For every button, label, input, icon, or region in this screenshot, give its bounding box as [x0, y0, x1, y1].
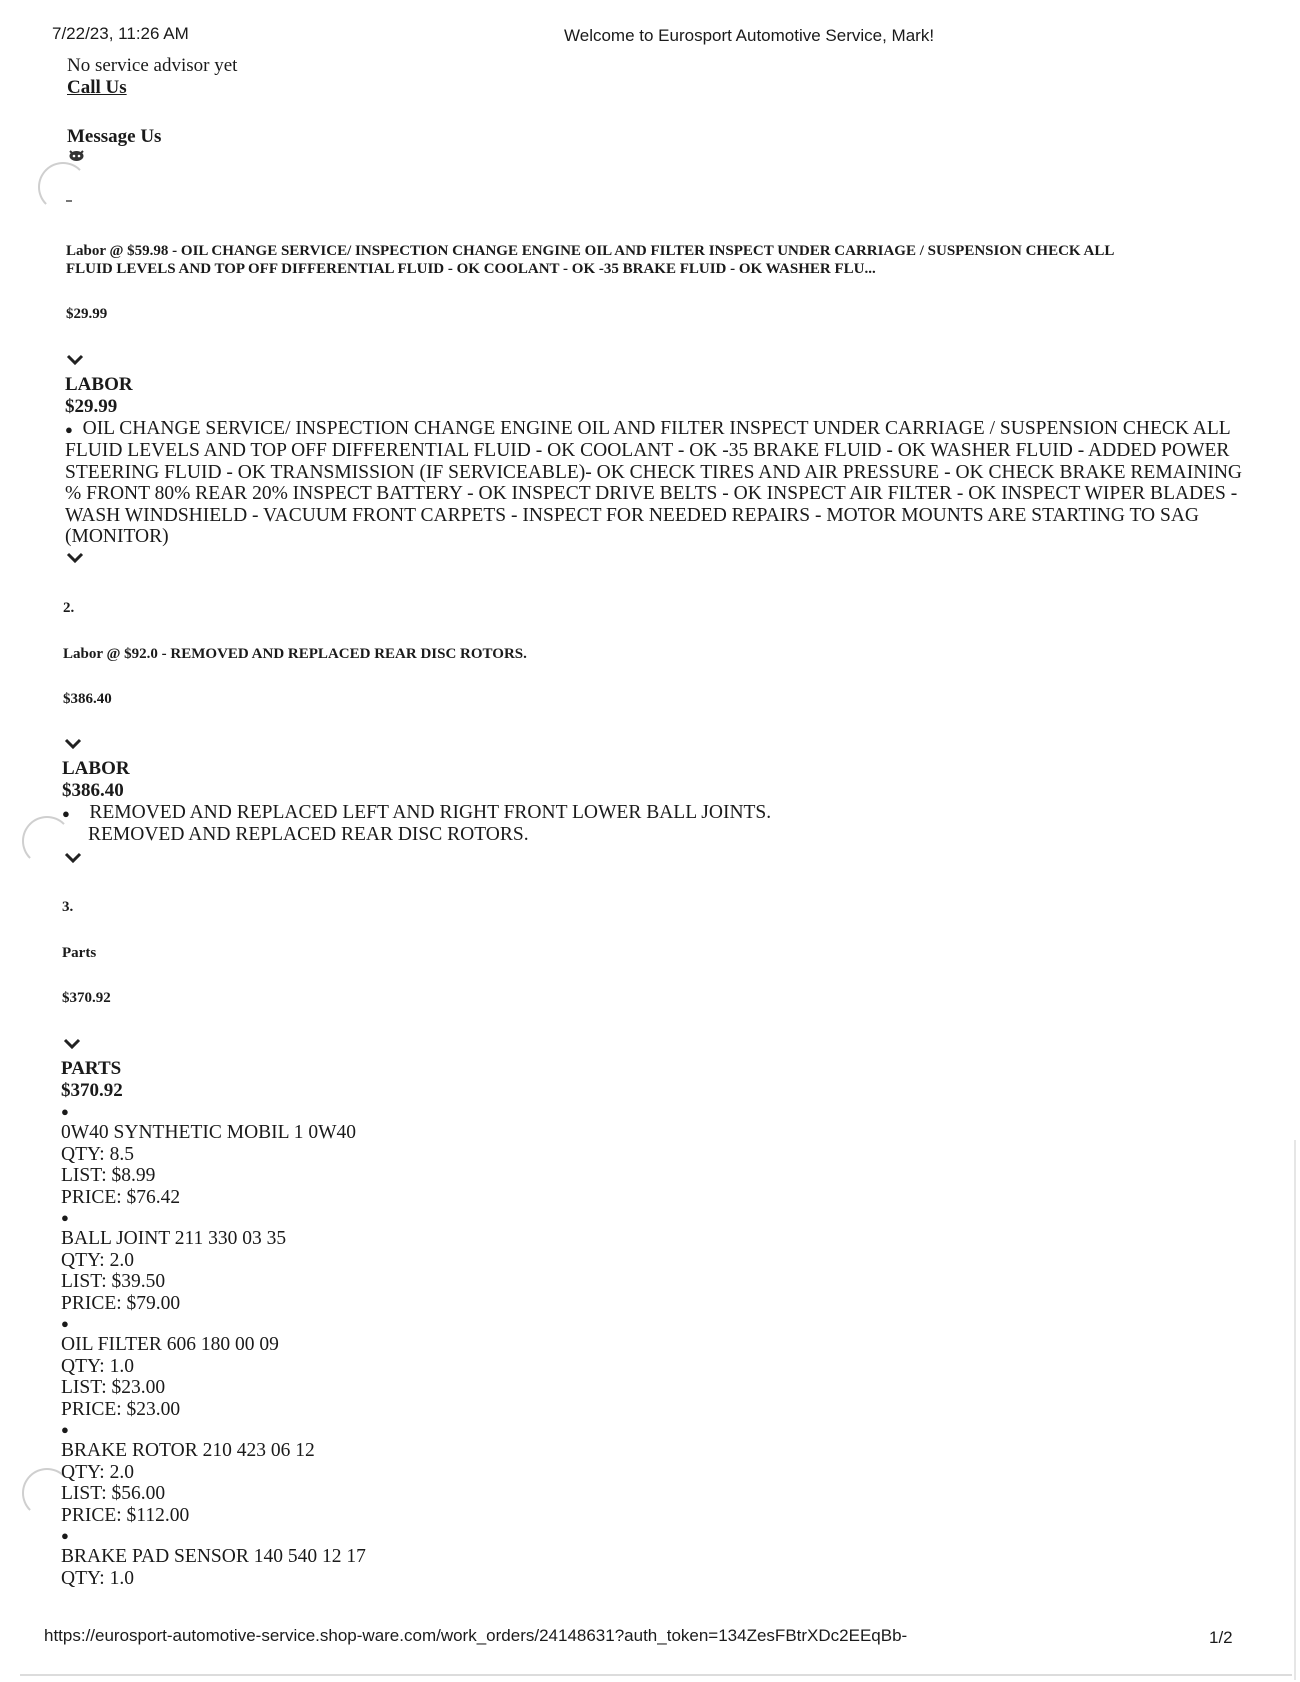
part-entry	[61, 1526, 661, 1589]
detail-line: (MONITOR)	[65, 526, 169, 547]
hole-punch-mark	[38, 162, 88, 212]
broken-image-icon	[68, 148, 85, 162]
part-name: BALL JOINT 211 330 03 35	[61, 1228, 287, 1249]
detail-price: $370.92	[61, 1080, 123, 1101]
scan-edge	[1294, 1140, 1296, 1680]
summary-line: Labor @ $59.98 - OIL CHANGE SERVICE/ INSPECTION CHANGE ENGINE OIL AND FILTER INSPECT UNDER CARRIAGE / SUSPENSION CHECK ALL	[66, 243, 1115, 259]
part-qty: QTY: 1.0	[61, 1567, 134, 1589]
detail-price: $386.40	[62, 780, 124, 801]
detail-label: LABOR	[65, 374, 133, 395]
welcome-message: Welcome to Eurosport Automotive Service, Mark!	[564, 26, 935, 45]
chevron-down-icon[interactable]	[66, 354, 84, 368]
print-timestamp: 7/22/23, 11:26 AM	[52, 24, 189, 43]
part-entry	[61, 1208, 661, 1314]
bullet-dot: ●	[61, 1316, 69, 1331]
part-price: PRICE: $112.00	[61, 1504, 190, 1526]
scan-edge	[20, 1674, 1292, 1676]
detail-line: WASH WINDSHIELD - VACUUM FRONT CARPETS - INSPECT FOR NEEDED REPAIRS - MOTOR MOUNTS ARE STARTING TO SAG	[65, 504, 1200, 526]
bullet-dot: ●	[62, 806, 70, 821]
chevron-down-icon[interactable]	[64, 738, 82, 752]
part-price: PRICE: $76.42	[61, 1186, 181, 1208]
line-item-price: $386.40	[63, 691, 112, 707]
part-name: OIL FILTER 606 180 00 09	[61, 1334, 279, 1355]
part-qty: QTY: 2.0	[61, 1249, 134, 1271]
advisor-status: No service advisor yet	[67, 55, 238, 76]
detail-line: REMOVED AND REPLACED REAR DISC ROTORS.	[88, 824, 529, 845]
part-list-price: LIST: $39.50	[61, 1271, 166, 1292]
line-item-number: 2.	[63, 600, 75, 616]
message-us-link[interactable]: Message Us	[67, 126, 162, 147]
part-entry	[61, 1314, 661, 1420]
bullet-dot: ●	[61, 1422, 69, 1437]
line-item-price: $370.92	[62, 990, 111, 1006]
summary-line: FLUID LEVELS AND TOP OFF DIFFERENTIAL FLUID - OK COOLANT - OK -35 BRAKE FLUID - OK WASHER FLU...	[66, 261, 876, 277]
part-qty: QTY: 8.5	[61, 1143, 134, 1165]
chevron-down-icon[interactable]	[66, 552, 84, 566]
bullet-dot: ●	[61, 1104, 69, 1119]
detail-label: LABOR	[62, 758, 130, 779]
detail-price: $29.99	[65, 396, 118, 417]
part-price: PRICE: $79.00	[61, 1292, 181, 1314]
detail-description	[65, 418, 1255, 548]
line-item-summary[interactable]	[66, 242, 1246, 278]
detail-line: % FRONT 80% REAR 20% INSPECT BATTERY - OK INSPECT DRIVE BELTS - OK INSPECT AIR FILTER - OK INSPECT WIPER BLADES -	[65, 483, 1238, 504]
part-qty: QTY: 1.0	[61, 1355, 134, 1377]
bullet-dot: ●	[61, 1528, 69, 1543]
part-qty: QTY: 2.0	[61, 1461, 134, 1483]
call-us-link[interactable]: Call Us	[67, 77, 127, 98]
line-item-summary[interactable]: Labor @ $92.0 - REMOVED AND REPLACED REAR DISC ROTORS.	[63, 646, 527, 662]
part-price: PRICE: $23.00	[61, 1398, 181, 1420]
detail-line: REMOVED AND REPLACED LEFT AND RIGHT FRONT LOWER BALL JOINTS.	[89, 802, 772, 823]
part-list-price: LIST: $8.99	[61, 1165, 156, 1186]
detail-line: STEERING FLUID - OK TRANSMISSION (IF SERVICEABLE)- OK CHECK TIRES AND AIR PRESSURE - OK CHECK BRAKE REMAINING	[65, 461, 1242, 483]
parts-list	[61, 1102, 661, 1589]
part-list-price: LIST: $56.00	[61, 1483, 166, 1504]
line-item-price: $29.99	[66, 306, 108, 322]
line-item-summary[interactable]: Parts	[62, 945, 97, 961]
part-name: BRAKE PAD SENSOR 140 540 12 17	[61, 1546, 366, 1567]
part-name: BRAKE ROTOR 210 423 06 12	[61, 1440, 315, 1461]
part-entry	[61, 1420, 661, 1526]
line-item-number: 3.	[62, 899, 74, 915]
part-list-price: LIST: $23.00	[61, 1377, 166, 1398]
bullet-dot: ●	[65, 422, 73, 437]
page-url: https://eurosport-automotive-service.shop-ware.com/work_orders/24148631?auth_token=134ZesFBtrXDc2EEqBb-	[44, 1626, 908, 1645]
part-name: 0W40 SYNTHETIC MOBIL 1 0W40	[61, 1122, 356, 1143]
line-item-number-partial	[66, 200, 72, 202]
chevron-down-icon[interactable]	[64, 852, 82, 866]
detail-line: OIL CHANGE SERVICE/ INSPECTION CHANGE ENGINE OIL AND FILTER INSPECT UNDER CARRIAGE / SUSPENSION CHECK ALL	[82, 418, 1231, 439]
chevron-down-icon[interactable]	[63, 1038, 81, 1052]
part-entry	[61, 1102, 661, 1208]
detail-label: PARTS	[61, 1058, 122, 1079]
page-number: 1/2	[1209, 1628, 1233, 1647]
detail-description	[62, 802, 1242, 846]
detail-line: FLUID LEVELS AND TOP OFF DIFFERENTIAL FLUID - OK COOLANT - OK -35 BRAKE FLUID - OK WASHER FLUID - ADDED POWER	[65, 440, 1230, 461]
bullet-dot: ●	[61, 1210, 69, 1225]
